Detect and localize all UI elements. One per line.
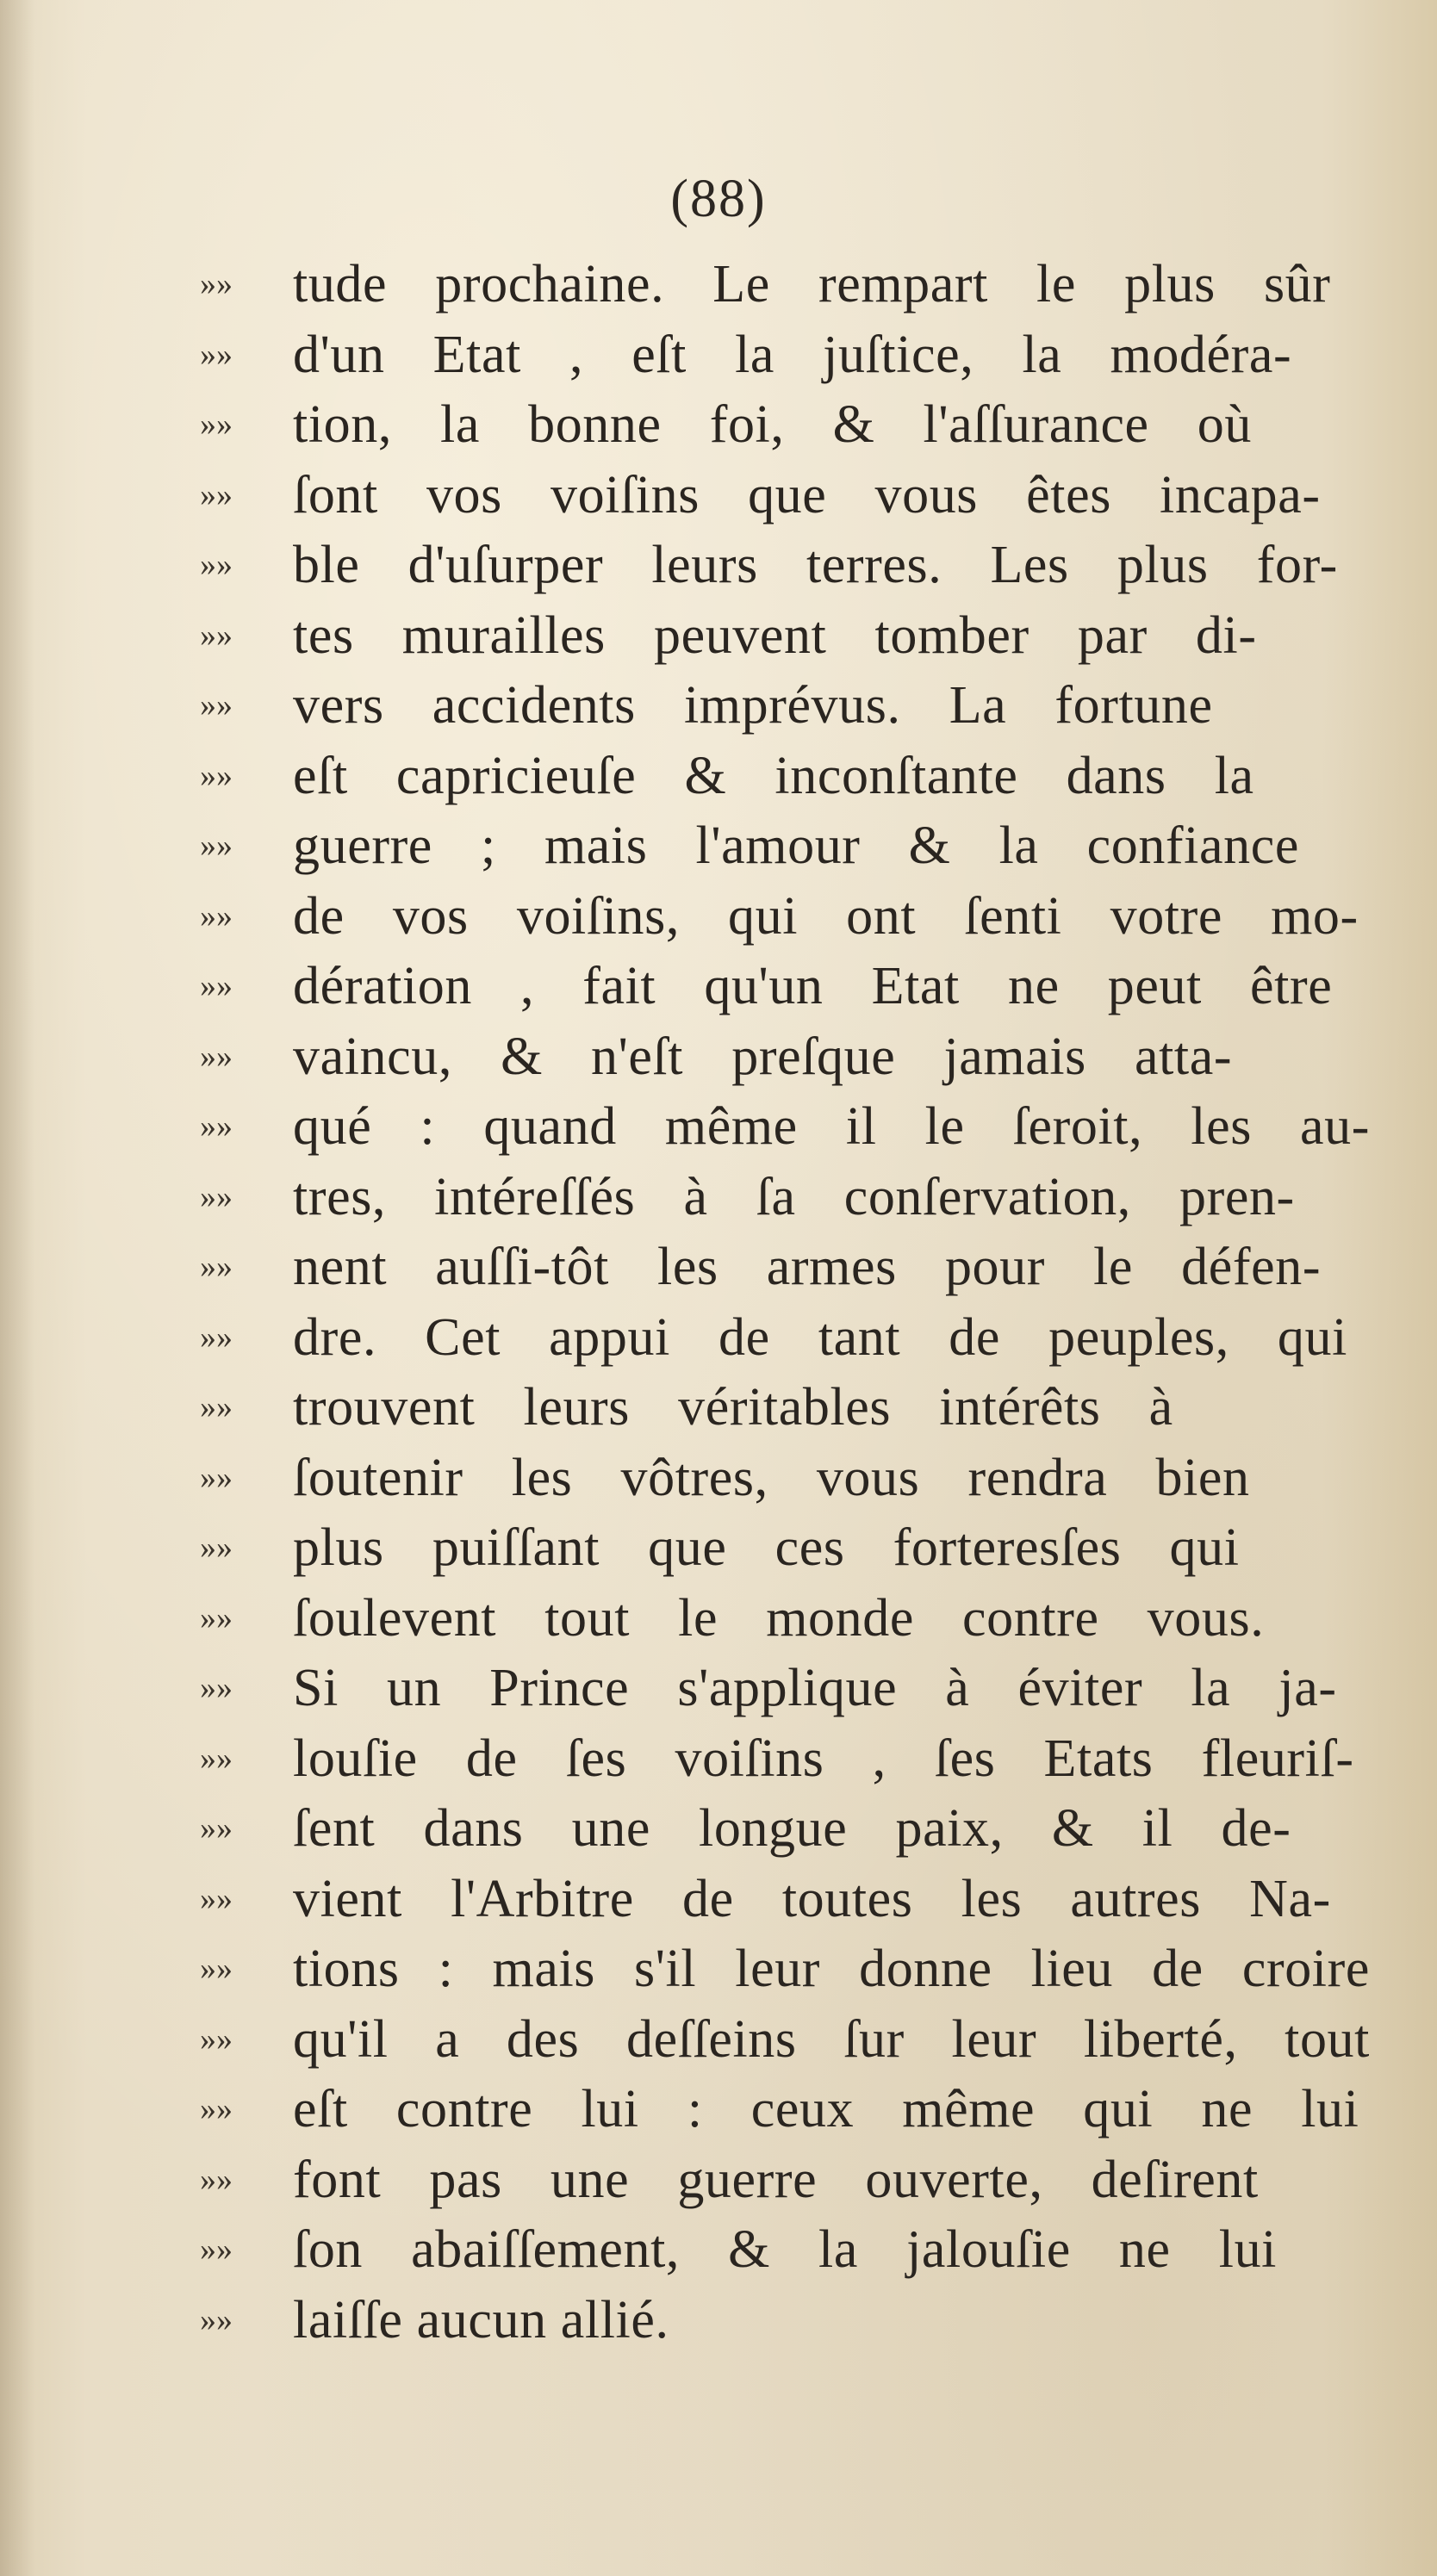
text-line bbox=[200, 1373, 1370, 1443]
text-line bbox=[200, 1092, 1370, 1163]
text-line bbox=[200, 2005, 1370, 2076]
quote-mark: »» bbox=[200, 2161, 233, 2198]
quote-mark: »» bbox=[200, 407, 233, 443]
quote-mark: »» bbox=[200, 1670, 233, 1706]
line-text: Si un Prince s'applique à éviter la ja- bbox=[293, 1659, 1337, 1717]
text-line bbox=[200, 2286, 1370, 2356]
line-text: eſt capricieuſe & inconſtante dans la bbox=[293, 746, 1254, 805]
text-line bbox=[200, 1724, 1370, 1795]
quote-mark: »» bbox=[200, 1880, 233, 1917]
line-text: ſont vos voiſins que vous êtes incapa- bbox=[293, 465, 1321, 525]
page-number: (88) bbox=[670, 170, 767, 228]
quote-mark: »» bbox=[200, 1249, 233, 1285]
line-text: ſon abaiſſement, & la jalouſie ne lui bbox=[293, 2220, 1278, 2279]
line-text: vient l'Arbitre de toutes les autres Na- bbox=[293, 1869, 1331, 1928]
text-line bbox=[200, 390, 1370, 461]
text-line bbox=[200, 531, 1370, 601]
quote-mark: »» bbox=[200, 617, 233, 654]
quote-mark: »» bbox=[200, 968, 233, 1004]
quote-mark: »» bbox=[200, 828, 233, 864]
text-line bbox=[200, 461, 1370, 531]
text-line bbox=[200, 1163, 1370, 1233]
text-line bbox=[200, 742, 1370, 812]
text-line bbox=[200, 952, 1370, 1022]
line-text: ble d'uſurper leurs terres. Les plus for- bbox=[293, 536, 1338, 594]
quote-mark: »» bbox=[200, 2231, 233, 2268]
line-text: vers accidents imprévus. La fortune bbox=[293, 676, 1213, 735]
text-line bbox=[200, 2075, 1370, 2145]
line-text: guerre ; mais l'amour & la confiance bbox=[293, 816, 1299, 875]
line-text: dre. Cet appui de tant de peuples, qui bbox=[293, 1307, 1347, 1367]
line-text: ſent dans une longue paix, & il de- bbox=[293, 1799, 1291, 1858]
text-line bbox=[200, 671, 1370, 742]
text-line bbox=[200, 1232, 1370, 1303]
quote-mark: »» bbox=[200, 336, 233, 373]
line-text: d'un Etat , eſt la juſtice, la modéra- bbox=[293, 325, 1292, 384]
quote-mark: »» bbox=[200, 1178, 233, 1215]
line-text: de vos voiſins, qui ont ſenti votre mo- bbox=[293, 886, 1359, 946]
line-text: tres, intéreſſés à ſa conſervation, pren- bbox=[293, 1167, 1295, 1226]
line-text: vaincu, & n'eſt preſque jamais atta- bbox=[293, 1027, 1233, 1086]
quote-mark: »» bbox=[200, 1530, 233, 1566]
text-line bbox=[200, 811, 1370, 882]
text-line bbox=[200, 250, 1370, 320]
body-text bbox=[200, 250, 1370, 2356]
text-line bbox=[200, 2145, 1370, 2216]
quote-mark: »» bbox=[200, 1319, 233, 1356]
line-text: qué : quand même il le ſeroit, les au- bbox=[293, 1097, 1370, 1156]
text-line bbox=[200, 1794, 1370, 1865]
quote-mark: »» bbox=[200, 1599, 233, 1636]
line-text: louſie de ſes voiſins , ſes Etats fleuriſ- bbox=[293, 1729, 1354, 1788]
quote-mark: »» bbox=[200, 547, 233, 583]
line-text: qu'il a des deſſeins ſur leur liberté, tout bbox=[293, 2009, 1370, 2069]
line-text: tes murailles peuvent tomber par di- bbox=[293, 605, 1257, 665]
quote-mark: »» bbox=[200, 1951, 233, 1987]
line-text: tion, la bonne foi, & l'aſſurance où bbox=[293, 395, 1252, 454]
line-text: dération , fait qu'un Etat ne peut être bbox=[293, 957, 1333, 1015]
quote-mark: »» bbox=[200, 687, 233, 723]
text-line bbox=[200, 1022, 1370, 1093]
gutter-shadow bbox=[0, 0, 34, 2576]
line-text: tions : mais s'il leur donne lieu de croire bbox=[293, 1940, 1370, 1998]
quote-mark: »» bbox=[200, 2020, 233, 2058]
quote-mark: »» bbox=[200, 1740, 233, 1777]
quote-mark: »» bbox=[200, 476, 233, 513]
text-line bbox=[200, 320, 1370, 391]
quote-mark: »» bbox=[200, 266, 233, 302]
quote-mark: »» bbox=[200, 2091, 233, 2127]
text-line bbox=[200, 1303, 1370, 1374]
quote-mark: »» bbox=[200, 1038, 233, 1075]
text-line bbox=[200, 1934, 1370, 2005]
line-text: laiſſe aucun allié. bbox=[293, 2290, 669, 2349]
line-text: font pas une guerre ouverte, deſirent bbox=[293, 2150, 1259, 2209]
quote-mark: »» bbox=[200, 1459, 233, 1496]
text-line bbox=[200, 1584, 1370, 1654]
text-line bbox=[200, 882, 1370, 953]
line-text: tude prochaine. Le rempart le plus sûr bbox=[293, 255, 1331, 313]
quote-mark: »» bbox=[200, 1389, 233, 1425]
line-text: nent auſſi-tôt les armes pour le défen- bbox=[293, 1238, 1322, 1296]
quote-mark: »» bbox=[200, 2301, 233, 2338]
quote-mark: »» bbox=[200, 757, 233, 794]
quote-mark: »» bbox=[200, 1810, 233, 1847]
text-line bbox=[200, 601, 1370, 672]
quote-mark: »» bbox=[200, 1108, 233, 1145]
line-text: ſoutenir les vôtres, vous rendra bien bbox=[293, 1448, 1250, 1507]
text-line bbox=[200, 1513, 1370, 1584]
text-line bbox=[200, 1865, 1370, 1935]
text-line bbox=[200, 1443, 1370, 1514]
text-line bbox=[200, 1654, 1370, 1724]
line-text: eſt contre lui : ceux même qui ne lui bbox=[293, 2080, 1359, 2138]
line-text: plus puiſſant que ces forteresſes qui bbox=[293, 1518, 1240, 1577]
line-text: trouvent leurs véritables intérêts à bbox=[293, 1378, 1173, 1437]
text-line bbox=[200, 2215, 1370, 2286]
line-text: ſoulevent tout le monde contre vous. bbox=[293, 1588, 1265, 1648]
quote-mark: »» bbox=[200, 897, 233, 934]
